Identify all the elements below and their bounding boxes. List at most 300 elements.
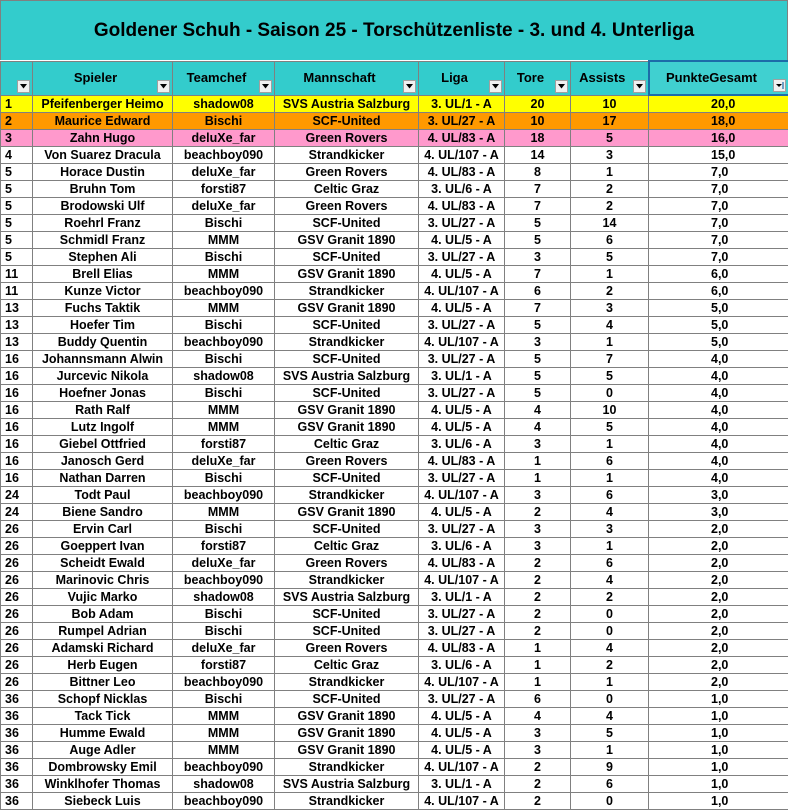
filter-dropdown-icon[interactable]	[403, 80, 416, 93]
cell-mannschaft[interactable]: SCF-United	[275, 351, 419, 368]
cell-liga[interactable]: 4. UL/5 - A	[419, 725, 505, 742]
cell-mannschaft[interactable]: SCF-United	[275, 385, 419, 402]
cell-punkte[interactable]: 4,0	[649, 419, 788, 436]
cell-spieler[interactable]: Buddy Quentin	[33, 334, 173, 351]
cell-punkte[interactable]: 3,0	[649, 487, 788, 504]
cell-tore[interactable]: 3	[505, 334, 571, 351]
cell-spieler[interactable]: Goeppert Ivan	[33, 538, 173, 555]
cell-tore[interactable]: 1	[505, 453, 571, 470]
cell-teamchef[interactable]: MMM	[173, 504, 275, 521]
cell-rank[interactable]: 36	[1, 708, 33, 725]
cell-assists[interactable]: 1	[571, 742, 649, 759]
cell-spieler[interactable]: Schopf Nicklas	[33, 691, 173, 708]
cell-liga[interactable]: 4. UL/107 - A	[419, 793, 505, 810]
cell-punkte[interactable]: 4,0	[649, 470, 788, 487]
cell-mannschaft[interactable]: GSV Granit 1890	[275, 725, 419, 742]
cell-liga[interactable]: 3. UL/1 - A	[419, 95, 505, 113]
cell-assists[interactable]: 17	[571, 113, 649, 130]
cell-rank[interactable]: 1	[1, 95, 33, 113]
cell-liga[interactable]: 3. UL/27 - A	[419, 215, 505, 232]
column-header-mannschaft[interactable]	[275, 61, 419, 95]
cell-rank[interactable]: 26	[1, 623, 33, 640]
cell-assists[interactable]: 5	[571, 725, 649, 742]
cell-tore[interactable]: 1	[505, 470, 571, 487]
cell-punkte[interactable]: 2,0	[649, 589, 788, 606]
cell-assists[interactable]: 3	[571, 521, 649, 538]
cell-spieler[interactable]: Vujic Marko	[33, 589, 173, 606]
cell-teamchef[interactable]: Bischi	[173, 113, 275, 130]
cell-liga[interactable]: 4. UL/83 - A	[419, 555, 505, 572]
cell-liga[interactable]: 4. UL/5 - A	[419, 402, 505, 419]
cell-rank[interactable]: 16	[1, 351, 33, 368]
cell-liga[interactable]: 4. UL/107 - A	[419, 674, 505, 691]
cell-liga[interactable]: 3. UL/27 - A	[419, 113, 505, 130]
cell-teamchef[interactable]: beachboy090	[173, 487, 275, 504]
cell-mannschaft[interactable]: SCF-United	[275, 691, 419, 708]
cell-punkte[interactable]: 4,0	[649, 453, 788, 470]
cell-rank[interactable]: 13	[1, 317, 33, 334]
cell-punkte[interactable]: 1,0	[649, 725, 788, 742]
cell-liga[interactable]: 4. UL/83 - A	[419, 198, 505, 215]
cell-liga[interactable]: 3. UL/1 - A	[419, 368, 505, 385]
cell-teamchef[interactable]: shadow08	[173, 95, 275, 113]
cell-mannschaft[interactable]: SCF-United	[275, 317, 419, 334]
cell-spieler[interactable]: Hoefner Jonas	[33, 385, 173, 402]
cell-rank[interactable]: 16	[1, 368, 33, 385]
cell-rank[interactable]: 26	[1, 606, 33, 623]
cell-spieler[interactable]: Pfeifenberger Heimo	[33, 95, 173, 113]
cell-spieler[interactable]: Siebeck Luis	[33, 793, 173, 810]
cell-tore[interactable]: 6	[505, 691, 571, 708]
cell-teamchef[interactable]: MMM	[173, 402, 275, 419]
cell-mannschaft[interactable]: SCF-United	[275, 215, 419, 232]
cell-tore[interactable]: 6	[505, 283, 571, 300]
cell-rank[interactable]: 36	[1, 691, 33, 708]
cell-liga[interactable]: 4. UL/5 - A	[419, 708, 505, 725]
cell-tore[interactable]: 18	[505, 130, 571, 147]
cell-tore[interactable]: 5	[505, 232, 571, 249]
cell-spieler[interactable]: Adamski Richard	[33, 640, 173, 657]
cell-teamchef[interactable]: MMM	[173, 419, 275, 436]
cell-mannschaft[interactable]: Strandkicker	[275, 283, 419, 300]
cell-rank[interactable]: 26	[1, 572, 33, 589]
cell-teamchef[interactable]: MMM	[173, 708, 275, 725]
cell-punkte[interactable]: 2,0	[649, 521, 788, 538]
cell-rank[interactable]: 36	[1, 742, 33, 759]
cell-punkte[interactable]: 16,0	[649, 130, 788, 147]
cell-punkte[interactable]: 4,0	[649, 402, 788, 419]
cell-punkte[interactable]: 2,0	[649, 572, 788, 589]
cell-liga[interactable]: 3. UL/6 - A	[419, 657, 505, 674]
cell-tore[interactable]: 7	[505, 181, 571, 198]
cell-spieler[interactable]: Auge Adler	[33, 742, 173, 759]
cell-rank[interactable]: 13	[1, 300, 33, 317]
cell-tore[interactable]: 2	[505, 555, 571, 572]
cell-teamchef[interactable]: forsti87	[173, 436, 275, 453]
filter-dropdown-icon[interactable]	[17, 80, 30, 93]
column-header-spieler[interactable]	[33, 61, 173, 95]
cell-assists[interactable]: 9	[571, 759, 649, 776]
cell-spieler[interactable]: Rumpel Adrian	[33, 623, 173, 640]
cell-tore[interactable]: 3	[505, 538, 571, 555]
cell-teamchef[interactable]: Bischi	[173, 470, 275, 487]
filter-dropdown-icon[interactable]	[633, 80, 646, 93]
cell-liga[interactable]: 4. UL/107 - A	[419, 572, 505, 589]
cell-punkte[interactable]: 6,0	[649, 283, 788, 300]
filter-dropdown-icon[interactable]	[555, 80, 568, 93]
cell-rank[interactable]: 24	[1, 487, 33, 504]
cell-assists[interactable]: 1	[571, 266, 649, 283]
cell-spieler[interactable]: Scheidt Ewald	[33, 555, 173, 572]
cell-mannschaft[interactable]: Celtic Graz	[275, 657, 419, 674]
cell-liga[interactable]: 3. UL/27 - A	[419, 470, 505, 487]
cell-mannschaft[interactable]: Celtic Graz	[275, 538, 419, 555]
cell-teamchef[interactable]: Bischi	[173, 691, 275, 708]
column-header-tore[interactable]	[505, 61, 571, 95]
cell-assists[interactable]: 5	[571, 249, 649, 266]
cell-assists[interactable]: 0	[571, 793, 649, 810]
cell-assists[interactable]: 7	[571, 351, 649, 368]
cell-assists[interactable]: 2	[571, 198, 649, 215]
cell-assists[interactable]: 3	[571, 300, 649, 317]
cell-assists[interactable]: 2	[571, 283, 649, 300]
cell-rank[interactable]: 5	[1, 198, 33, 215]
cell-spieler[interactable]: Fuchs Taktik	[33, 300, 173, 317]
cell-assists[interactable]: 1	[571, 538, 649, 555]
cell-rank[interactable]: 24	[1, 504, 33, 521]
cell-teamchef[interactable]: beachboy090	[173, 147, 275, 164]
cell-teamchef[interactable]: Bischi	[173, 521, 275, 538]
cell-teamchef[interactable]: forsti87	[173, 538, 275, 555]
cell-punkte[interactable]: 2,0	[649, 606, 788, 623]
cell-spieler[interactable]: Brell Elias	[33, 266, 173, 283]
cell-assists[interactable]: 6	[571, 453, 649, 470]
cell-liga[interactable]: 3. UL/27 - A	[419, 521, 505, 538]
cell-punkte[interactable]: 4,0	[649, 385, 788, 402]
cell-tore[interactable]: 7	[505, 300, 571, 317]
cell-spieler[interactable]: Maurice Edward	[33, 113, 173, 130]
cell-punkte[interactable]: 2,0	[649, 555, 788, 572]
cell-spieler[interactable]: Jurcevic Nikola	[33, 368, 173, 385]
cell-teamchef[interactable]: deluXe_far	[173, 555, 275, 572]
cell-spieler[interactable]: Nathan Darren	[33, 470, 173, 487]
cell-mannschaft[interactable]: SVS Austria Salzburg	[275, 95, 419, 113]
cell-mannschaft[interactable]: SCF-United	[275, 249, 419, 266]
cell-spieler[interactable]: Johannsmann Alwin	[33, 351, 173, 368]
cell-spieler[interactable]: Stephen Ali	[33, 249, 173, 266]
cell-assists[interactable]: 4	[571, 708, 649, 725]
cell-tore[interactable]: 5	[505, 317, 571, 334]
cell-spieler[interactable]: Biene Sandro	[33, 504, 173, 521]
filter-dropdown-icon[interactable]	[157, 80, 170, 93]
cell-rank[interactable]: 26	[1, 521, 33, 538]
cell-teamchef[interactable]: MMM	[173, 742, 275, 759]
cell-punkte[interactable]: 2,0	[649, 674, 788, 691]
cell-assists[interactable]: 0	[571, 623, 649, 640]
column-header-liga[interactable]	[419, 61, 505, 95]
cell-mannschaft[interactable]: Green Rovers	[275, 453, 419, 470]
cell-mannschaft[interactable]: Celtic Graz	[275, 436, 419, 453]
cell-assists[interactable]: 5	[571, 419, 649, 436]
cell-punkte[interactable]: 5,0	[649, 300, 788, 317]
cell-teamchef[interactable]: deluXe_far	[173, 453, 275, 470]
cell-punkte[interactable]: 1,0	[649, 793, 788, 810]
cell-assists[interactable]: 6	[571, 487, 649, 504]
cell-rank[interactable]: 16	[1, 385, 33, 402]
cell-rank[interactable]: 16	[1, 453, 33, 470]
cell-teamchef[interactable]: beachboy090	[173, 572, 275, 589]
cell-punkte[interactable]: 1,0	[649, 691, 788, 708]
cell-punkte[interactable]: 1,0	[649, 742, 788, 759]
cell-spieler[interactable]: Herb Eugen	[33, 657, 173, 674]
cell-rank[interactable]: 16	[1, 402, 33, 419]
cell-mannschaft[interactable]: Strandkicker	[275, 487, 419, 504]
cell-rank[interactable]: 26	[1, 555, 33, 572]
cell-spieler[interactable]: Dombrowsky Emil	[33, 759, 173, 776]
cell-mannschaft[interactable]: SCF-United	[275, 521, 419, 538]
cell-liga[interactable]: 3. UL/6 - A	[419, 436, 505, 453]
cell-teamchef[interactable]: shadow08	[173, 368, 275, 385]
cell-mannschaft[interactable]: GSV Granit 1890	[275, 419, 419, 436]
cell-liga[interactable]: 4. UL/5 - A	[419, 300, 505, 317]
cell-spieler[interactable]: Schmidl Franz	[33, 232, 173, 249]
cell-tore[interactable]: 5	[505, 351, 571, 368]
cell-assists[interactable]: 1	[571, 470, 649, 487]
cell-assists[interactable]: 5	[571, 368, 649, 385]
cell-rank[interactable]: 36	[1, 793, 33, 810]
cell-mannschaft[interactable]: GSV Granit 1890	[275, 708, 419, 725]
cell-rank[interactable]: 3	[1, 130, 33, 147]
cell-spieler[interactable]: Hoefer Tim	[33, 317, 173, 334]
cell-assists[interactable]: 1	[571, 164, 649, 181]
cell-tore[interactable]: 1	[505, 657, 571, 674]
cell-liga[interactable]: 4. UL/5 - A	[419, 742, 505, 759]
cell-tore[interactable]: 3	[505, 436, 571, 453]
cell-rank[interactable]: 5	[1, 181, 33, 198]
cell-tore[interactable]: 2	[505, 793, 571, 810]
cell-mannschaft[interactable]: SVS Austria Salzburg	[275, 776, 419, 793]
cell-mannschaft[interactable]: SVS Austria Salzburg	[275, 589, 419, 606]
cell-mannschaft[interactable]: SVS Austria Salzburg	[275, 368, 419, 385]
cell-mannschaft[interactable]: Green Rovers	[275, 555, 419, 572]
cell-tore[interactable]: 10	[505, 113, 571, 130]
cell-mannschaft[interactable]: Green Rovers	[275, 640, 419, 657]
cell-mannschaft[interactable]: SCF-United	[275, 606, 419, 623]
cell-rank[interactable]: 16	[1, 470, 33, 487]
cell-assists[interactable]: 14	[571, 215, 649, 232]
cell-punkte[interactable]: 6,0	[649, 266, 788, 283]
cell-spieler[interactable]: Todt Paul	[33, 487, 173, 504]
cell-mannschaft[interactable]: GSV Granit 1890	[275, 300, 419, 317]
cell-teamchef[interactable]: MMM	[173, 725, 275, 742]
cell-rank[interactable]: 36	[1, 759, 33, 776]
cell-liga[interactable]: 4. UL/5 - A	[419, 266, 505, 283]
cell-tore[interactable]: 2	[505, 776, 571, 793]
cell-mannschaft[interactable]: GSV Granit 1890	[275, 742, 419, 759]
cell-liga[interactable]: 4. UL/83 - A	[419, 164, 505, 181]
cell-spieler[interactable]: Janosch Gerd	[33, 453, 173, 470]
cell-tore[interactable]: 1	[505, 674, 571, 691]
column-header-rank[interactable]	[1, 61, 33, 95]
cell-tore[interactable]: 5	[505, 215, 571, 232]
cell-mannschaft[interactable]: Strandkicker	[275, 147, 419, 164]
cell-spieler[interactable]: Von Suarez Dracula	[33, 147, 173, 164]
cell-teamchef[interactable]: beachboy090	[173, 334, 275, 351]
cell-liga[interactable]: 4. UL/107 - A	[419, 487, 505, 504]
cell-mannschaft[interactable]: GSV Granit 1890	[275, 402, 419, 419]
cell-tore[interactable]: 4	[505, 419, 571, 436]
cell-tore[interactable]: 3	[505, 487, 571, 504]
cell-mannschaft[interactable]: SCF-United	[275, 470, 419, 487]
cell-liga[interactable]: 3. UL/27 - A	[419, 623, 505, 640]
cell-liga[interactable]: 4. UL/107 - A	[419, 147, 505, 164]
cell-spieler[interactable]: Lutz Ingolf	[33, 419, 173, 436]
cell-punkte[interactable]: 2,0	[649, 657, 788, 674]
cell-mannschaft[interactable]: Strandkicker	[275, 759, 419, 776]
cell-tore[interactable]: 3	[505, 249, 571, 266]
cell-liga[interactable]: 3. UL/27 - A	[419, 249, 505, 266]
cell-punkte[interactable]: 5,0	[649, 317, 788, 334]
cell-liga[interactable]: 3. UL/27 - A	[419, 317, 505, 334]
cell-liga[interactable]: 3. UL/6 - A	[419, 538, 505, 555]
cell-teamchef[interactable]: beachboy090	[173, 283, 275, 300]
cell-teamchef[interactable]: shadow08	[173, 589, 275, 606]
cell-liga[interactable]: 3. UL/6 - A	[419, 181, 505, 198]
cell-rank[interactable]: 26	[1, 640, 33, 657]
cell-teamchef[interactable]: deluXe_far	[173, 198, 275, 215]
cell-assists[interactable]: 3	[571, 147, 649, 164]
cell-rank[interactable]: 2	[1, 113, 33, 130]
cell-tore[interactable]: 7	[505, 266, 571, 283]
cell-mannschaft[interactable]: Strandkicker	[275, 572, 419, 589]
cell-liga[interactable]: 3. UL/27 - A	[419, 691, 505, 708]
cell-punkte[interactable]: 2,0	[649, 640, 788, 657]
cell-mannschaft[interactable]: SCF-United	[275, 113, 419, 130]
cell-liga[interactable]: 4. UL/83 - A	[419, 640, 505, 657]
cell-teamchef[interactable]: Bischi	[173, 215, 275, 232]
cell-mannschaft[interactable]: SCF-United	[275, 623, 419, 640]
cell-rank[interactable]: 26	[1, 589, 33, 606]
cell-assists[interactable]: 0	[571, 606, 649, 623]
cell-tore[interactable]: 2	[505, 589, 571, 606]
cell-mannschaft[interactable]: Strandkicker	[275, 334, 419, 351]
cell-tore[interactable]: 4	[505, 708, 571, 725]
cell-teamchef[interactable]: Bischi	[173, 385, 275, 402]
cell-spieler[interactable]: Zahn Hugo	[33, 130, 173, 147]
cell-assists[interactable]: 4	[571, 640, 649, 657]
cell-assists[interactable]: 10	[571, 95, 649, 113]
cell-liga[interactable]: 4. UL/83 - A	[419, 453, 505, 470]
cell-tore[interactable]: 2	[505, 759, 571, 776]
cell-teamchef[interactable]: shadow08	[173, 776, 275, 793]
cell-rank[interactable]: 11	[1, 266, 33, 283]
cell-assists[interactable]: 2	[571, 657, 649, 674]
cell-punkte[interactable]: 3,0	[649, 504, 788, 521]
cell-tore[interactable]: 3	[505, 521, 571, 538]
cell-punkte[interactable]: 1,0	[649, 708, 788, 725]
cell-punkte[interactable]: 7,0	[649, 232, 788, 249]
column-header-punkte[interactable]	[649, 61, 788, 95]
cell-liga[interactable]: 4. UL/5 - A	[419, 419, 505, 436]
cell-rank[interactable]: 11	[1, 283, 33, 300]
cell-teamchef[interactable]: deluXe_far	[173, 130, 275, 147]
cell-spieler[interactable]: Rath Ralf	[33, 402, 173, 419]
cell-tore[interactable]: 3	[505, 725, 571, 742]
cell-assists[interactable]: 4	[571, 317, 649, 334]
cell-assists[interactable]: 2	[571, 589, 649, 606]
cell-rank[interactable]: 36	[1, 776, 33, 793]
cell-rank[interactable]: 26	[1, 538, 33, 555]
cell-liga[interactable]: 4. UL/107 - A	[419, 759, 505, 776]
cell-teamchef[interactable]: deluXe_far	[173, 164, 275, 181]
cell-teamchef[interactable]: forsti87	[173, 657, 275, 674]
cell-rank[interactable]: 5	[1, 215, 33, 232]
cell-spieler[interactable]: Horace Dustin	[33, 164, 173, 181]
cell-spieler[interactable]: Brodowski Ulf	[33, 198, 173, 215]
cell-rank[interactable]: 26	[1, 674, 33, 691]
cell-mannschaft[interactable]: Green Rovers	[275, 130, 419, 147]
cell-liga[interactable]: 3. UL/27 - A	[419, 385, 505, 402]
cell-rank[interactable]: 5	[1, 249, 33, 266]
cell-punkte[interactable]: 2,0	[649, 538, 788, 555]
cell-liga[interactable]: 3. UL/27 - A	[419, 606, 505, 623]
column-header-assists[interactable]	[571, 61, 649, 95]
cell-spieler[interactable]: Bruhn Tom	[33, 181, 173, 198]
cell-teamchef[interactable]: Bischi	[173, 606, 275, 623]
cell-spieler[interactable]: Winklhofer Thomas	[33, 776, 173, 793]
cell-assists[interactable]: 6	[571, 555, 649, 572]
cell-teamchef[interactable]: Bischi	[173, 623, 275, 640]
cell-tore[interactable]: 14	[505, 147, 571, 164]
cell-mannschaft[interactable]: GSV Granit 1890	[275, 232, 419, 249]
filter-dropdown-icon[interactable]	[259, 80, 272, 93]
cell-liga[interactable]: 3. UL/1 - A	[419, 776, 505, 793]
cell-punkte[interactable]: 15,0	[649, 147, 788, 164]
cell-liga[interactable]: 4. UL/5 - A	[419, 504, 505, 521]
cell-teamchef[interactable]: Bischi	[173, 249, 275, 266]
cell-assists[interactable]: 0	[571, 691, 649, 708]
cell-assists[interactable]: 6	[571, 232, 649, 249]
cell-assists[interactable]: 0	[571, 385, 649, 402]
cell-rank[interactable]: 5	[1, 164, 33, 181]
cell-spieler[interactable]: Ervin Carl	[33, 521, 173, 538]
cell-spieler[interactable]: Bob Adam	[33, 606, 173, 623]
cell-mannschaft[interactable]: Celtic Graz	[275, 181, 419, 198]
cell-rank[interactable]: 4	[1, 147, 33, 164]
cell-assists[interactable]: 4	[571, 504, 649, 521]
column-header-teamchef[interactable]	[173, 61, 275, 95]
cell-spieler[interactable]: Humme Ewald	[33, 725, 173, 742]
cell-tore[interactable]: 3	[505, 742, 571, 759]
filter-dropdown-icon[interactable]	[489, 80, 502, 93]
cell-teamchef[interactable]: deluXe_far	[173, 640, 275, 657]
cell-punkte[interactable]: 7,0	[649, 249, 788, 266]
cell-mannschaft[interactable]: Strandkicker	[275, 793, 419, 810]
cell-punkte[interactable]: 7,0	[649, 198, 788, 215]
cell-assists[interactable]: 1	[571, 436, 649, 453]
cell-tore[interactable]: 1	[505, 640, 571, 657]
cell-rank[interactable]: 13	[1, 334, 33, 351]
cell-teamchef[interactable]: MMM	[173, 266, 275, 283]
cell-mannschaft[interactable]: Green Rovers	[275, 198, 419, 215]
cell-liga[interactable]: 4. UL/107 - A	[419, 283, 505, 300]
cell-punkte[interactable]: 4,0	[649, 368, 788, 385]
cell-rank[interactable]: 5	[1, 232, 33, 249]
cell-teamchef[interactable]: forsti87	[173, 181, 275, 198]
cell-liga[interactable]: 4. UL/5 - A	[419, 232, 505, 249]
cell-tore[interactable]: 7	[505, 198, 571, 215]
cell-punkte[interactable]: 1,0	[649, 776, 788, 793]
